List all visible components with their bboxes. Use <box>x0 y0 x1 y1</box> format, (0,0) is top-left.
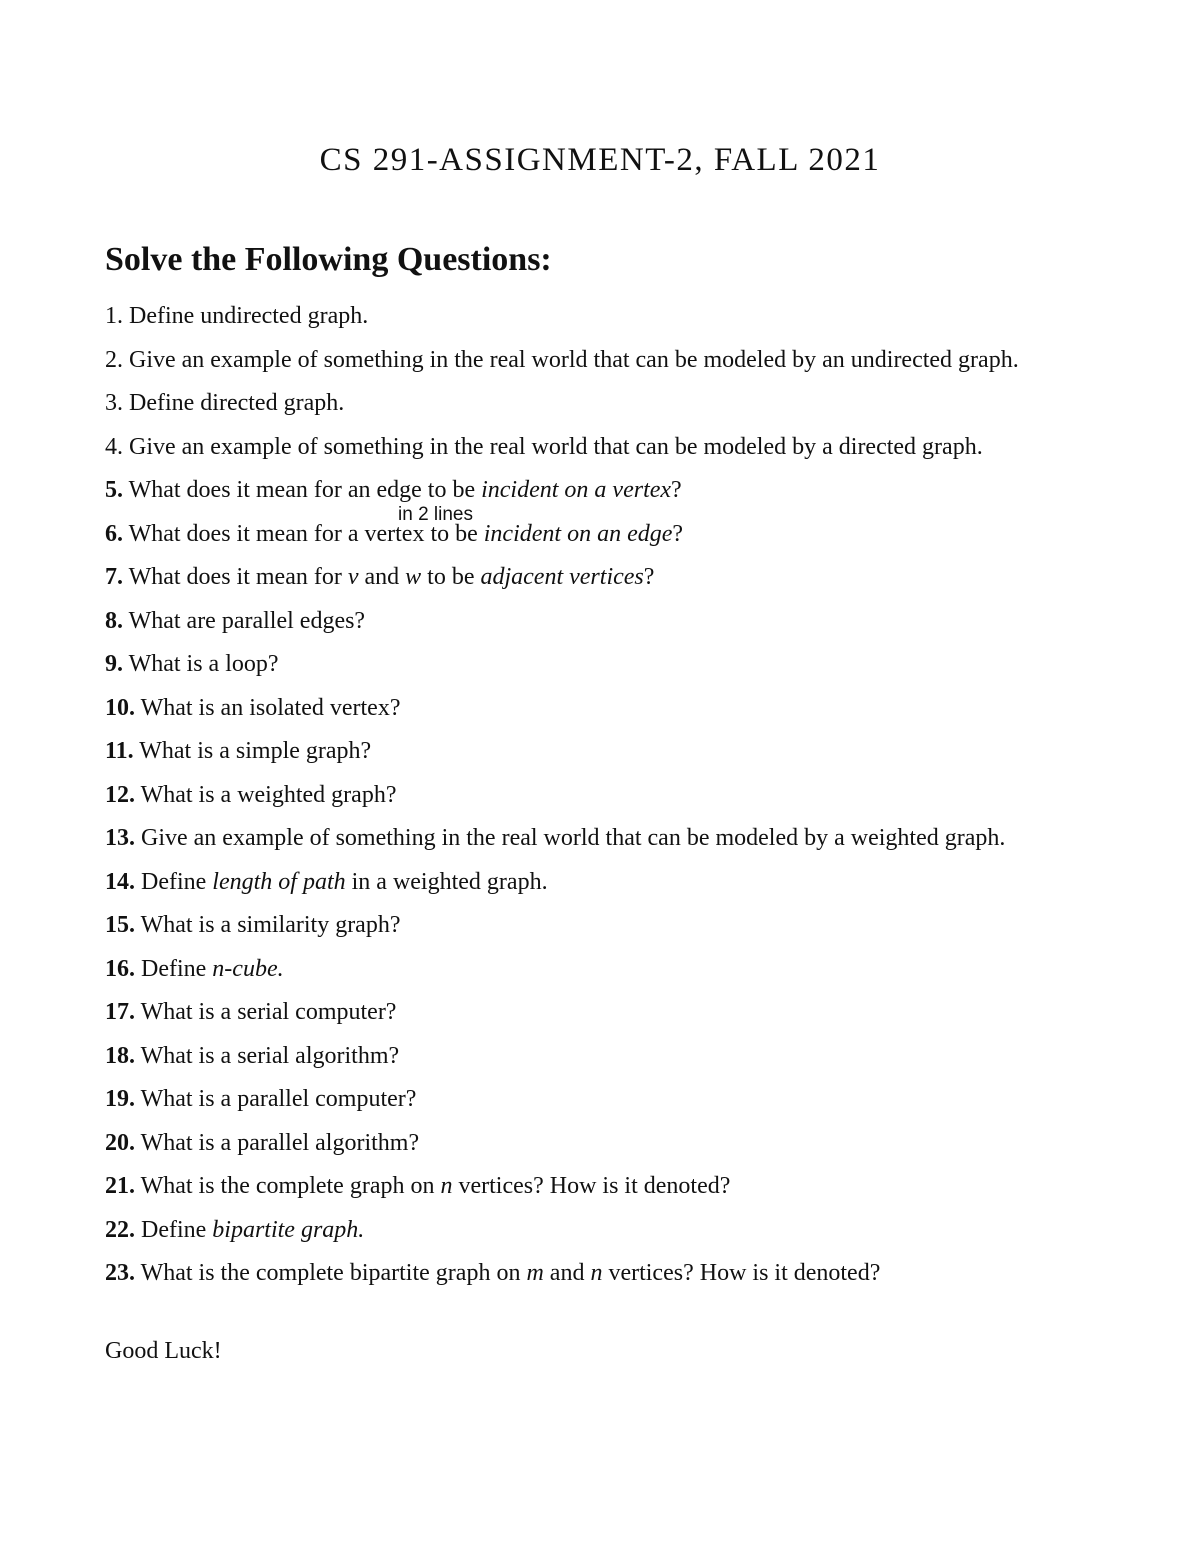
question-number: 14. <box>105 868 135 895</box>
question-term: w <box>405 564 422 590</box>
question-text: What is a serial algorithm? <box>135 1042 400 1069</box>
question-number: 11. <box>105 738 134 764</box>
question-item <box>105 775 1185 819</box>
question-item <box>105 1079 1185 1123</box>
question-item <box>105 340 1185 384</box>
question-number: 13. <box>105 825 135 851</box>
question-term: length of path <box>212 868 346 895</box>
question-list <box>105 296 1185 1297</box>
question-number: 23. <box>105 1260 135 1286</box>
question-item <box>105 1123 1185 1167</box>
question-text: What does it mean for a vertex to be <box>123 520 484 547</box>
document-title: CS 291-ASSIGNMENT-2, FALL 2021 <box>319 142 881 178</box>
question-term: incident on a vertex <box>481 477 672 503</box>
question-item <box>105 644 1185 688</box>
question-number: 16. <box>105 955 135 982</box>
question-text: Define <box>135 868 213 895</box>
question-item <box>105 296 1185 340</box>
question-term: adjacent vertices <box>480 564 644 590</box>
question-item <box>105 514 1185 558</box>
question-number: 7. <box>105 564 123 590</box>
question-item <box>105 905 1185 949</box>
question-text: What is the complete bipartite graph on <box>135 1260 527 1286</box>
question-text: Define <box>135 1216 213 1243</box>
question-number: 18. <box>105 1042 135 1069</box>
question-text: What is a serial computer? <box>135 999 397 1025</box>
question-text: Define <box>135 955 213 982</box>
question-text: What is a weighted graph? <box>135 781 397 808</box>
question-number: 21. <box>105 1173 135 1199</box>
question-text: ? <box>671 477 682 503</box>
question-item <box>105 601 1185 645</box>
question-number: 1. <box>105 303 123 329</box>
question-item <box>105 731 1185 775</box>
question-text: What is a parallel computer? <box>135 1086 417 1112</box>
annotation-note: in 2 lines <box>398 504 473 525</box>
question-text: What is a loop? <box>123 651 279 677</box>
question-item <box>105 949 1185 993</box>
question-term: bipartite graph. <box>212 1216 365 1243</box>
section-heading: Solve the Following Questions: <box>105 241 552 278</box>
question-number: 9. <box>105 651 123 677</box>
closing-remark: Good Luck! <box>105 1338 222 1364</box>
question-text: ? <box>672 520 684 547</box>
question-item <box>105 557 1185 601</box>
question-number: 15. <box>105 912 135 938</box>
question-text: vertices? How is it denoted? <box>452 1173 731 1199</box>
question-text: Give an example of something in the real world that can be modeled by an undirected graph. <box>123 346 1019 373</box>
question-number: 19. <box>105 1086 135 1112</box>
question-text: ? <box>643 564 655 590</box>
question-item <box>105 818 1185 862</box>
question-number: 6. <box>105 520 123 547</box>
question-text: in a weighted graph. <box>345 868 548 895</box>
question-number: 22. <box>105 1216 135 1243</box>
question-text: What does it mean for <box>123 564 348 590</box>
question-number: 20. <box>105 1129 135 1156</box>
question-number: 17. <box>105 999 135 1025</box>
question-text: Give an example of something in the real world that can be modeled by a weighted graph. <box>135 825 1006 851</box>
question-term: n <box>440 1173 453 1199</box>
question-item <box>105 1210 1185 1254</box>
question-item <box>105 862 1185 906</box>
question-number: 8. <box>105 607 123 634</box>
question-text: What does it mean for an edge to be <box>123 477 482 503</box>
question-text: What is an isolated vertex? <box>135 694 401 721</box>
question-text: What is the complete graph on <box>135 1173 441 1199</box>
question-number: 5. <box>105 477 123 503</box>
question-number: 12. <box>105 781 135 808</box>
question-text: and <box>358 564 406 590</box>
question-number: 2. <box>105 346 123 373</box>
question-number: 3. <box>105 390 123 416</box>
question-text: What is a parallel algorithm? <box>135 1129 420 1156</box>
question-item <box>105 383 1185 427</box>
question-text: What is a similarity graph? <box>135 912 401 938</box>
question-number: 10. <box>105 694 135 721</box>
question-term: v <box>347 564 359 590</box>
question-text: What are parallel edges? <box>123 607 366 634</box>
question-item <box>105 1253 1185 1297</box>
question-text: vertices? How is it denoted? <box>602 1260 881 1286</box>
question-item <box>105 1036 1185 1080</box>
question-item <box>105 427 1185 471</box>
question-term: incident on an edge <box>483 520 673 547</box>
question-item <box>105 1166 1185 1210</box>
question-text: and <box>543 1260 591 1286</box>
question-item <box>105 992 1185 1036</box>
question-text: Give an example of something in the real world that can be modeled by a directed graph. <box>123 433 983 460</box>
question-item <box>105 688 1185 732</box>
question-text: Define undirected graph. <box>123 303 369 329</box>
question-item <box>105 470 1185 514</box>
question-text: to be <box>421 564 481 590</box>
question-text: Define directed graph. <box>123 390 345 416</box>
question-text: What is a simple graph? <box>133 738 372 764</box>
question-number: 4. <box>105 433 123 460</box>
question-term: n <box>590 1260 603 1286</box>
question-term: n-cube. <box>212 955 284 982</box>
question-term: m <box>526 1260 544 1286</box>
